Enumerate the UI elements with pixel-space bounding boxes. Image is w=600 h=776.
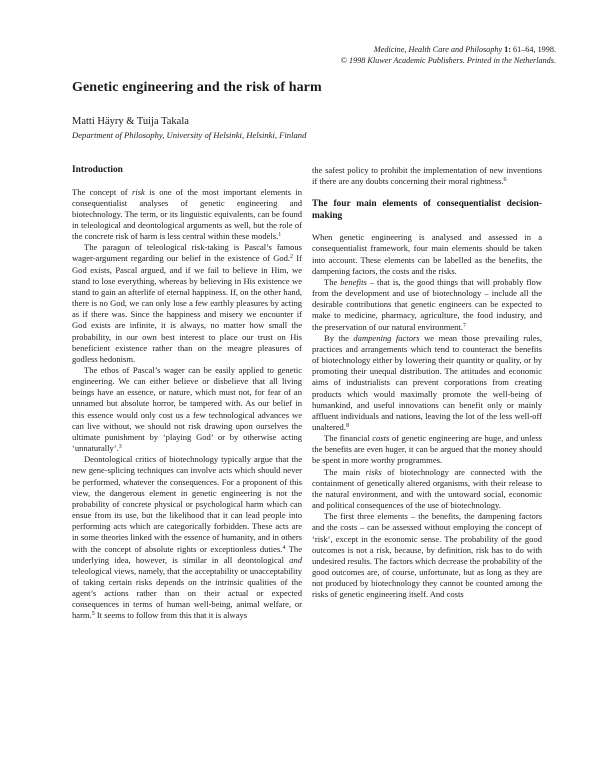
journal-citation <box>341 44 556 55</box>
footnote-ref: 7 <box>462 322 466 329</box>
paragraph <box>312 433 542 466</box>
footnote-ref: 4 <box>282 544 286 551</box>
paragraph <box>312 333 542 433</box>
footnote-ref: 6 <box>503 177 507 184</box>
text-run: If God exists, Pascal argued, and if we fail to believe in Him, we stand to lose everything, whereas by believing in His existence we stand to gain an afterlife of eternal happiness. If, on the other hand, there is no God, we can only lose a few earthly pleasures by acting as if there was. Since the happiness and misery we encounter if God exists are infinite, it is always, no matter how small the probability, in our own best interest to place our trust on His beneficient existence rather than on the meagre pleasures of godless hedonism. <box>72 253 302 364</box>
journal-name: Medicine, Health Care and Philosophy <box>373 45 503 54</box>
paragraph <box>312 467 542 512</box>
text-run: teleological views, namely, that the acceptability or unacceptability of taking certain risks depends on the intrinsic qualities of the agent’s actions rather than on their actual or expected consequences in terms of human well-being, animal welfare, or harm. <box>72 565 302 621</box>
text-run: By the <box>324 332 354 343</box>
footnote-ref: 3 <box>118 444 122 451</box>
journal-header <box>341 44 556 66</box>
left-column <box>72 165 302 622</box>
emphasis-risks: risks <box>365 466 382 477</box>
text-run: It seems to follow from this that it is always <box>94 610 248 621</box>
emphasis-benefits: benefits <box>340 276 367 287</box>
text-run: The concept of <box>72 186 132 197</box>
emphasis-costs: costs <box>372 433 390 444</box>
text-run: of biotechnology are connected with the containment of genetically altered organisms, with their release to the natural environment, and with the untoward social, economic and political consequences of the use of biotechnology. <box>312 466 542 511</box>
footnote-ref: 5 <box>91 611 95 618</box>
paragraph <box>312 277 542 333</box>
journal-volume: 1: <box>504 45 511 54</box>
footnote-ref: 2 <box>290 254 294 261</box>
article-title: Genetic engineering and the risk of harm <box>72 80 322 95</box>
copyright-line <box>341 55 556 66</box>
text-run: – that is, the good things that will probably flow from the development and use of biotechnology – include all the desirable contributions that genetic engineers can be expected to make to medicine, pharmacy, agriculture, the food industry, and the preservation of our natural environment. <box>312 276 542 332</box>
paragraph-continuation <box>312 165 542 187</box>
article-affiliation: Department of Philosophy, University of Helsinki, Helsinki, Finland <box>72 130 307 140</box>
footnote-ref: 1 <box>278 232 282 239</box>
text-run: The underlying idea, however, is similar in all deontological <box>72 543 302 565</box>
emphasis-dampening-factors: dampening factors <box>353 332 420 343</box>
copyright-symbol: © <box>340 56 347 65</box>
emphasis-risk: risk <box>132 186 145 197</box>
paragraph: When genetic engineering is analysed and assessed in a consequentialist framework, four main elements should be taken into account. These elements can be labelled as the benefits, the dampening factors, the costs and the risks. <box>312 232 542 276</box>
text-run: Deontological critics of biotechnology typically argue that the new gene-splicing techniques can involve acts which should never be performed, whatever the consequences. For a proponent of this view, the dangerous element in genetic engineering is not the probability of concrete physical or psychological harm which can ensue from its use, but the likelihood that it can lead people into performing acts which are categorically forbidden. These acts are in some theories linked with the essence of humanity, and in others with the concept of absolute rights or exceptionless duties. <box>72 454 302 554</box>
text-run: The paragon of teleological risk-taking is Pascal’s famous wager-argument regarding our belief in the existence of God. <box>72 242 302 264</box>
text-run: The <box>324 276 341 287</box>
paragraph <box>72 187 302 243</box>
text-run: the safest policy to prohibit the implementation of new inventions if there are any doubts concerning their moral rightness. <box>312 165 542 187</box>
text-run: is one of the most important elements in consequentialist analyses of genetic engineering and biotechnology. The term, or its linguistic equivalents, can be found in teleological and deontological arguments as well, but the role of the concrete risk of harm is less central within these models. <box>72 186 302 242</box>
text-run: The main <box>324 466 366 477</box>
text-run: of genetic engineering are huge, and unless the benefits are even huger, it can be argued that the money should be spent in more worthy programmes. <box>312 433 542 466</box>
article-authors: Matti Häyry & Tuija Takala <box>72 116 189 127</box>
paragraph <box>72 365 302 454</box>
journal-pages: 61–64, 1998. <box>513 45 556 54</box>
paragraph <box>72 242 302 365</box>
right-column <box>312 165 542 600</box>
paragraph: The first three elements – the benefits, the dampening factors and the costs – can be assessed without employing the concept of ‘risk’, except in the economic sense. The probability of the good outcomes is not a risk, because, by definition, risk has to do with undesired results. The factors which decrease the probability of the good outcomes are, of course, unfortunate, but as long as they are not produced by biotechnology they cannot be counted among the risks of genetic engineering itself. And costs <box>312 511 542 600</box>
footnote-ref: 8 <box>345 422 349 429</box>
text-run: The financial <box>324 433 373 444</box>
section-heading-introduction: Introduction <box>72 165 123 175</box>
text-run: The ethos of Pascal’s wager can be easily applied to genetic engineering. We can either believe or disbelieve that all living beings have an essence, or nature, which must not, for fear of an unnamed but absolute horror, be tampered with. As our belief in this essence would only cost us a few technological advances we can live without, we should not risk drawing upon ourselves the ultimate punishment by ‘playing God’ or by otherwise acting ‘unnaturally’. <box>72 365 302 454</box>
copyright-text: 1998 Kluwer Academic Publishers. Printed in the Netherlands. <box>348 56 556 65</box>
paragraph <box>72 454 302 621</box>
text-run: we mean those prevailing rules, practices and arrangements which tend to counteract the benefits of biotechnology either by lowering their quantity or quality, or by promoting their unequal distribution. The attitudes and economic aims of industrialists can prevent corporations from creating products which would maximally promote the well-being of humankind, and useful innovations can benefit only or mainly affluent individuals and nations, leaving the lot of the less well-off unaltered. <box>312 332 542 432</box>
emphasis-and: and <box>289 554 302 565</box>
section-heading-four-elements: The four main elements of consequentialist decision-making <box>312 199 542 221</box>
